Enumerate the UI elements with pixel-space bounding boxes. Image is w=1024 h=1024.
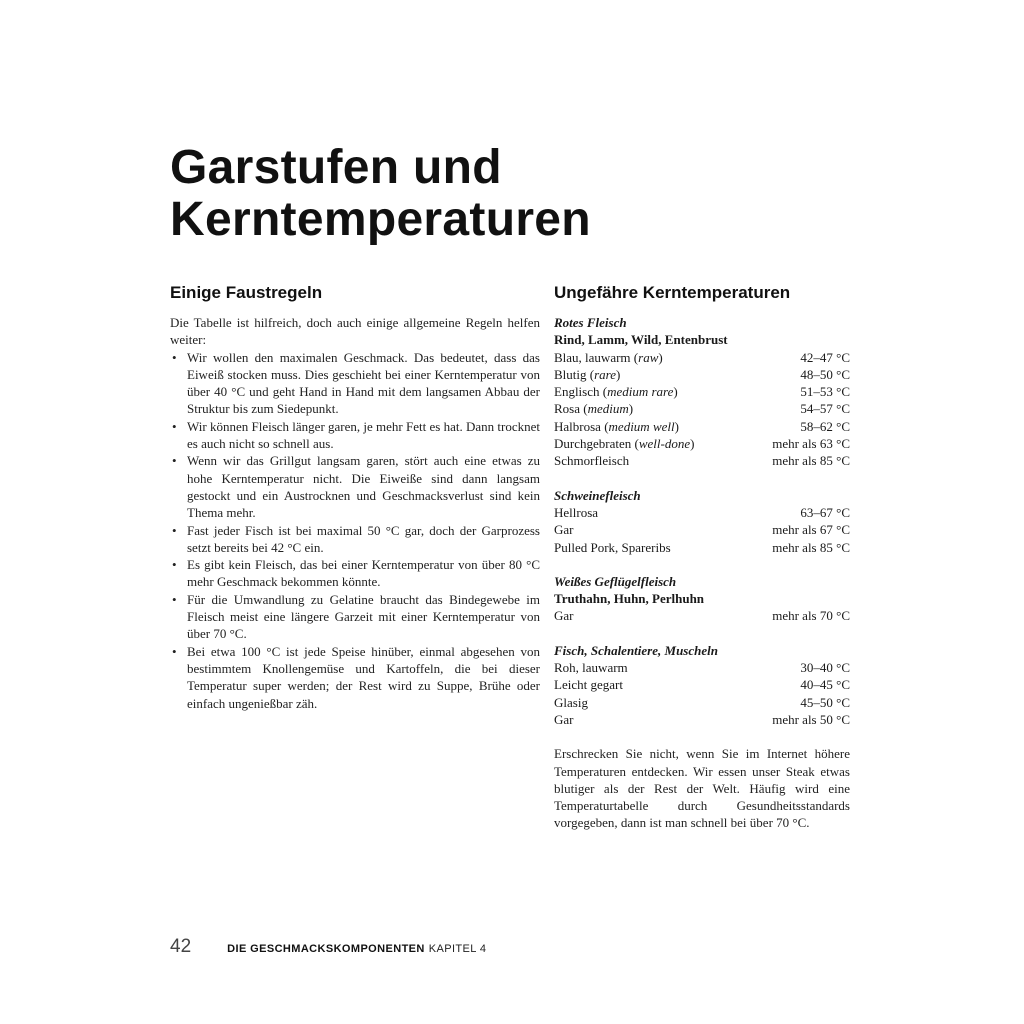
- temperature-row: [554, 521, 850, 538]
- temperature-value: 51–53 °C: [800, 384, 850, 400]
- doneness-name: Pulled Pork, Spareribs: [554, 539, 671, 555]
- temperature-value: 45–50 °C: [800, 694, 850, 710]
- rules-list: [170, 349, 540, 712]
- doneness-english-term: medium well: [608, 418, 675, 434]
- doneness-name: Glasig: [554, 694, 588, 710]
- temperature-value: 42–47 °C: [800, 349, 850, 365]
- category-title: Schweinefleisch: [554, 487, 641, 503]
- doneness-name: Leicht gegart: [554, 677, 623, 693]
- category-subtitle: Rind, Lamm, Wild, Entenbrust: [554, 332, 728, 348]
- rule-item: [170, 643, 540, 712]
- category-subtitle: Truthahn, Huhn, Perlhuhn: [554, 591, 705, 607]
- rule-text: Wir wollen den maximalen Geschmack. Das bedeutet, dass das Eiweiß stocken muss. Dies geschieht bei einer Kerntemperatur von über 40 °C und geht Hand in Hand mit dem langsamen Abbau der Struktur bis zum Siedepunkt.: [187, 349, 540, 417]
- doneness-label: [554, 452, 629, 469]
- rule-text: Fast jeder Fisch ist bei maximal 50 °C gar, doch der Garprozess setzt bereits bei 42 °C ein.: [187, 522, 540, 555]
- bullet-icon: •: [172, 557, 177, 573]
- temperature-value: mehr als 70 °C: [772, 608, 850, 624]
- doneness-label: Blau, lauwarm (raw): [554, 349, 663, 365]
- temperature-value: 40–45 °C: [800, 677, 850, 693]
- closing-paragraph: Erschrecken Sie nicht, wenn Sie im Internet höhere Temperaturen entdecken. Wir essen unser Steak etwas blutiger als der Rest der Welt. Häufig wird eine Temperaturtabelle durch Gesundheitsstandards vorgegeben, dann ist man schnell bei über 70 °C.: [554, 746, 850, 831]
- rule-text: Für die Umwandlung zu Gelatine braucht das Bindegewebe im Fleisch meist eine längere Garzeit mit einer Kerntemperatur von über 70 °C.: [187, 591, 540, 642]
- doneness-name: Gar: [554, 711, 574, 727]
- page-title: [170, 142, 870, 246]
- bullet-icon: •: [172, 591, 177, 607]
- doneness-label: [554, 694, 588, 711]
- bullet-icon: •: [172, 418, 177, 434]
- doneness-label: [554, 504, 598, 521]
- temperature-category: [554, 487, 850, 556]
- right-column: [554, 282, 850, 832]
- doneness-english-term: medium rare: [607, 384, 674, 400]
- doneness-label: [554, 676, 623, 693]
- temperature-row: [554, 607, 850, 624]
- temperature-value: 30–40 °C: [800, 660, 850, 676]
- temperature-value: mehr als 85 °C: [772, 453, 850, 469]
- doneness-name: Durchgebraten: [554, 436, 632, 452]
- bullet-icon: •: [172, 643, 177, 659]
- temperature-row: [554, 452, 850, 469]
- category-title: Rotes Fleisch: [554, 315, 627, 330]
- doneness-name: Blau, lauwarm: [554, 349, 631, 365]
- doneness-english-term: rare: [594, 366, 617, 382]
- temperature-row: [554, 383, 850, 400]
- temperature-category: [554, 573, 850, 625]
- temperature-value: 48–50 °C: [800, 366, 850, 382]
- temperature-table: [554, 314, 850, 728]
- doneness-label: Englisch (medium rare): [554, 384, 678, 400]
- temperature-value: 54–57 °C: [800, 401, 850, 417]
- doneness-name: Hellrosa: [554, 504, 599, 520]
- rules-intro: Die Tabelle ist hilfreich, doch auch einige allgemeine Regeln helfen weiter:: [170, 315, 540, 348]
- doneness-name: Gar: [554, 608, 574, 624]
- temperature-row: [554, 418, 850, 435]
- temperature-row: [554, 711, 850, 728]
- temperature-row: [554, 349, 850, 366]
- doneness-label: [554, 539, 671, 556]
- temperature-value: mehr als 50 °C: [772, 711, 850, 727]
- rules-heading: Einige Faustregeln: [170, 283, 323, 302]
- page-title-line-2: Kerntemperaturen: [170, 193, 591, 246]
- rule-item: [170, 522, 540, 557]
- temperature-row: [554, 504, 850, 521]
- temperatures-heading: Ungefähre Kerntemperaturen: [554, 283, 791, 302]
- doneness-name: Rosa: [554, 401, 580, 417]
- category-title: Weißes Geflügelfleisch: [554, 573, 677, 589]
- temperature-value: mehr als 63 °C: [772, 436, 850, 452]
- temperature-category: [554, 642, 850, 728]
- temperature-row: [554, 539, 850, 556]
- temperature-row: [554, 366, 850, 383]
- page-title-line-1: Garstufen und: [170, 141, 502, 194]
- doneness-english-term: medium: [587, 401, 629, 417]
- rule-item: [170, 556, 540, 591]
- rule-text: Bei etwa 100 °C ist jede Speise hinüber, einmal abgesehen von bestimmtem Knollengemüse und Kartoffeln, die bei dieser Temperatur super werden; der Rest wird zu Suppe, Brühe oder einfach ungenießbar zäh.: [187, 643, 540, 711]
- doneness-name: Roh, lauwarm: [554, 660, 628, 676]
- rule-item: [170, 418, 540, 453]
- page-number: 42: [170, 936, 192, 957]
- doneness-label: [554, 521, 574, 538]
- rule-item: [170, 591, 540, 643]
- page-footer: [170, 936, 486, 958]
- bullet-icon: •: [172, 349, 177, 365]
- doneness-label: Blutig (rare): [554, 366, 621, 382]
- rule-item: [170, 452, 540, 521]
- doneness-label: [554, 711, 574, 728]
- bullet-icon: •: [172, 453, 177, 469]
- rule-item: [170, 349, 540, 418]
- temperature-value: mehr als 85 °C: [772, 539, 850, 555]
- temperature-row: [554, 694, 850, 711]
- temperature-value: 58–62 °C: [800, 418, 850, 434]
- temperature-value: mehr als 67 °C: [772, 522, 850, 538]
- doneness-english-term: well-done: [638, 436, 691, 452]
- bullet-icon: •: [172, 522, 177, 538]
- doneness-english-term: raw: [638, 349, 659, 365]
- footer-chapter-number: KAPITEL 4: [428, 943, 487, 955]
- doneness-name: Halbrosa: [554, 418, 601, 434]
- doneness-label: Halbrosa (medium well): [554, 418, 679, 434]
- temperature-row: [554, 435, 850, 452]
- doneness-label: [554, 607, 574, 624]
- temperature-value: 63–67 °C: [800, 504, 850, 520]
- temperature-row: [554, 400, 850, 417]
- temperature-category: [554, 314, 850, 470]
- footer-chapter-title: DIE GESCHMACKSKOMPONENTEN: [227, 943, 425, 955]
- doneness-label: Durchgebraten (well-done): [554, 436, 695, 452]
- doneness-name: Schmorfleisch: [554, 453, 630, 469]
- category-title: Fisch, Schalentiere, Muscheln: [554, 642, 718, 658]
- doneness-name: Gar: [554, 522, 574, 538]
- temperature-row: [554, 676, 850, 693]
- doneness-label: [554, 659, 628, 676]
- temperature-row: [554, 659, 850, 676]
- left-column: [170, 282, 540, 712]
- doneness-name: Englisch: [554, 384, 600, 400]
- doneness-name: Blutig: [554, 366, 587, 382]
- rule-text: Es gibt kein Fleisch, das bei einer Kerntemperatur von über 80 °C mehr Geschmack bekommen könnte.: [187, 557, 540, 590]
- doneness-label: Rosa (medium): [554, 401, 634, 417]
- rule-text: Wenn wir das Grillgut langsam garen, stört auch eine etwas zu hohe Kerntemperatur nicht. Die Eiweiße sind dann langsam gestockt und ein Austrocknen und Geschmacksverlust sind kein Thema mehr.: [187, 453, 540, 521]
- rule-text: Wir können Fleisch länger garen, je mehr Fett es hat. Dann trocknet es auch nicht so schnell aus.: [187, 418, 540, 452]
